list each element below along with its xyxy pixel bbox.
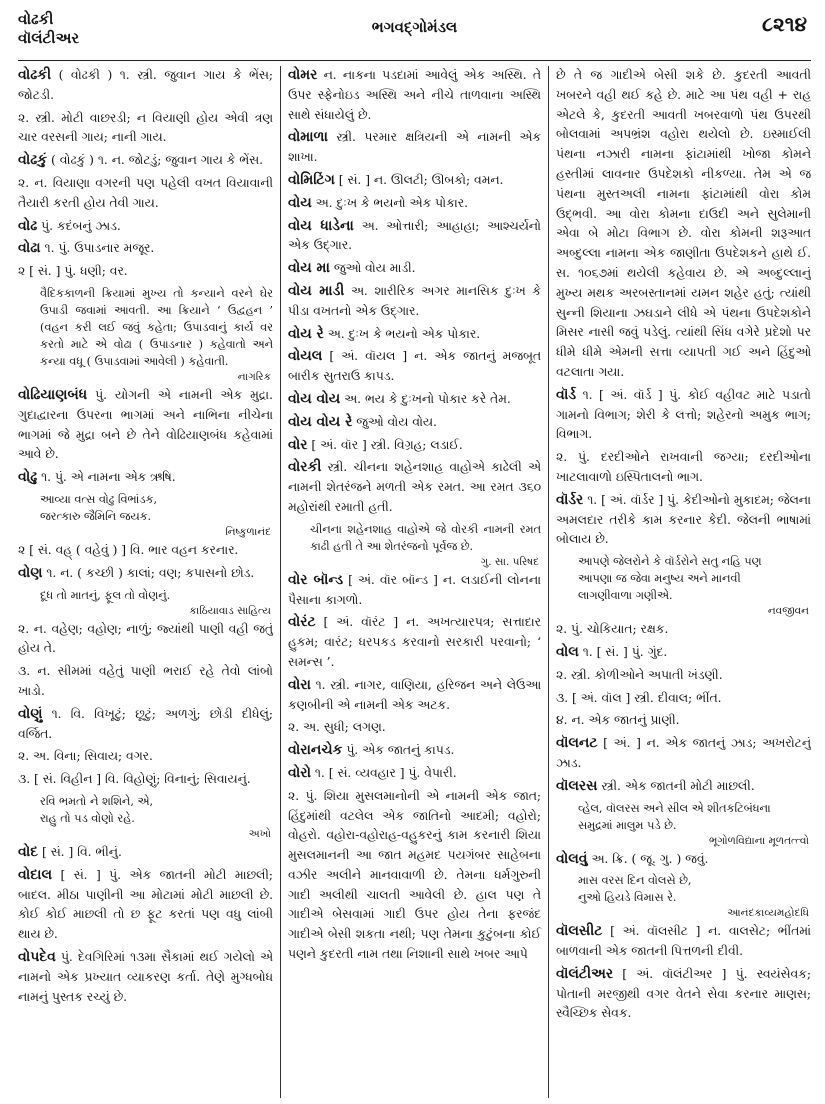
entry-sense: ૪. ન. એક જાતનું પ્રાણી. xyxy=(556,713,680,728)
entry-sense: ૨. ન. વહેણ; વહોણ; નાળું; જ્યાંથી પાણી વહી જતું હોય તે. xyxy=(18,621,273,656)
entry-definition: ૧. પું. ઉપાડનાર મજૂર. xyxy=(44,241,155,256)
entry-definition: સ્ત્રી. ચીનના શહેનશાહ વાહોએ કાઢેલી એ નામની શેતરંજને મળતી એક રમત. આ રમત ૩૬૦ મહોરાંથી રમાતી હતી. xyxy=(288,460,541,514)
dictionary-entry xyxy=(18,564,273,584)
entry-headword: વોઢિયાણબંધ xyxy=(18,386,88,403)
citation-line: વ્હેલ, વૉલરસ અને સીલ એ શીતકટિબંધના xyxy=(578,801,771,815)
entry-headword: વોઢુ xyxy=(18,469,38,486)
entry-definition: [ અં. વૉર બૉન્ડ ] ન. લડાઈની લોનના પૈસાના કાગળો. xyxy=(288,572,541,607)
entry-headword: વોય વોય રે xyxy=(288,413,353,430)
entry-headword: વોય રે xyxy=(288,325,324,342)
entry-definition: પું. એક જાતનું કાપડ. xyxy=(346,743,455,758)
citation-line: આપણા જ જેવા મનુષ્ય અને માનવી xyxy=(578,572,741,586)
entry-headword: વોપદેવ xyxy=(18,948,56,965)
entry-definition: સ્ત્રી. એક જાતની મોટી માછલી. xyxy=(601,778,755,793)
citation-quote xyxy=(556,553,811,619)
dictionary-entry xyxy=(18,866,273,945)
citation-line: માસ વરસ દિન વોલસે છે, xyxy=(578,874,692,888)
citation-line: આવ્યા વત્સ વોઢુ વિભાંડક, xyxy=(40,492,158,506)
entry-headword: વોય વોય xyxy=(288,390,341,407)
citation-line: વૈદિકકાળની ક્રિયામાં મુખ્ય તો કન્યાને વરને ઘેર ઉપાડી જવામાં આવતી. આ ક્રિયાને ‘ ઉદ્વહન ’ (વહન કરી લઈ જવું કહેતા; ઉપાડવાનું કાર્ય વર કરતો માટે એ વોઢા ( ઉપાડનાર ) કહેવાતો અને કન્યા વધૂ ( ઉપાડવામાં આવેલી ) કહેવાતી. xyxy=(40,286,273,368)
citation-source: આનંદકાવ્યમહોદધિ xyxy=(727,907,809,920)
entry-headword: વોરો xyxy=(288,764,311,781)
entry-headword: વોઢ xyxy=(18,217,38,234)
column-1 xyxy=(18,66,280,1098)
entry-sense: ૨. અ. સુધી; લગણ. xyxy=(288,720,386,735)
entry-definition: ( વોઢકી ) ૧. સ્ત્રી. જુવાન ગાય કે ભેંસ; જોટડી. xyxy=(18,68,273,102)
citation-quote xyxy=(18,491,273,540)
entry-definition: [ અં. વૉરંટ ] ન. અખત્યારપત્ર; સત્તાદાર હુકમ; વારંટ; ધરપકડ કરવાનો સરકારી પરવાનો; ‘ સમન્સ ’. xyxy=(288,615,541,669)
page-header xyxy=(18,8,811,64)
entry-headword: વૉલનટ xyxy=(556,735,598,752)
entry-definition: ૧. પું. એ નામના એક ઋષિ. xyxy=(41,470,176,485)
citation-quote xyxy=(18,793,273,842)
dictionary-entry xyxy=(288,325,541,345)
entry-headword: વોઢા xyxy=(18,240,41,257)
dictionary-entry xyxy=(556,850,811,870)
entry-headword: વોલવું xyxy=(556,850,588,867)
dictionary-entry xyxy=(288,259,541,279)
dictionary-entry xyxy=(18,66,273,106)
column-3 xyxy=(548,66,811,1098)
citation-source: ગુ. સા. પરિષદ xyxy=(480,555,539,568)
entry-headword: વોય માડી xyxy=(288,282,345,299)
dictionary-entry xyxy=(288,128,541,168)
entry-definition: જુઓ વોય વોય. xyxy=(356,414,437,429)
entry-definition: [ અં. વૉયલ ] ન. એક જાતનું મજબૂત બારીક સુતરાઉ કાપડ. xyxy=(288,349,541,384)
entry-definition: [ અં. વૉલંટીઅર ] પું. સ્વયંસેવક; પોતાની મરજીથી વગર વેતને સેવા કરનાર માણસ; સ્વૈચ્છિક સેવક. xyxy=(556,966,811,1021)
entry-headword: વોરા xyxy=(288,676,311,693)
entry-definition: ૧. વિ. વિખૂટું; છૂટું; અળગું; છોડી દીધેલું; વર્જિત. xyxy=(18,706,273,741)
entry-headword: વોણું xyxy=(18,705,43,722)
dictionary-entry xyxy=(556,734,811,774)
entry-sense: ૨. અ. વિના; સિવાય; વગર. xyxy=(18,749,153,764)
entry-sense: ૩. [ અં. વૉલ ] સ્ત્રી. દીવાલ; ભીંત. xyxy=(556,690,722,705)
dictionary-entry xyxy=(288,571,541,611)
entry-definition: સ્ત્રી. પરમાર ક્ષત્રિયની એ નામની એક શાખા. xyxy=(288,130,541,165)
entry-headword: વોદાલ xyxy=(18,866,53,883)
dictionary-entry xyxy=(288,171,541,191)
entry-definition: ન. નાકના પડદામાં આવેલું એક અસ્થિ. તે ઉપર સ્ફેનોઇડ અસ્થિ અને નીચે તાળવાના અસ્થિ સાથે સંધાયેલું છે. xyxy=(288,68,541,122)
entry-headword: વૉર્ડર xyxy=(556,491,584,508)
dictionary-entry xyxy=(288,413,541,433)
dictionary-entry xyxy=(18,843,273,863)
entry-definition: [ સં. ] પું. એક જાતની મોટી માછલી; બાદલ. મીઠા પાણીની આ મોટામાં મોટી માછલી છે. કોઈ કોઈ માછલી તો છ ફૂટ કરતાં પણ વધુ લાંબી થાય છે. xyxy=(18,867,273,942)
entry-headword: વોણ xyxy=(18,564,43,581)
entry-headword: વોયલ xyxy=(288,348,323,365)
entry-sense: ૩. [ સં. વિહીન ] વિ. વિહોણું; વિનાનું; સિવાયનું. xyxy=(18,772,251,787)
entry-headword: વોરકી xyxy=(288,459,322,476)
dictionary-entry xyxy=(556,777,811,797)
dictionary-entry xyxy=(288,741,541,761)
citation-line: રવિ ભમતો ને શશિને, એ, xyxy=(40,794,154,808)
dictionary-entry xyxy=(18,151,273,171)
entry-headword: વૉર્ડ xyxy=(556,386,577,403)
entry-sense: ૨. ન. વિયાણા વગરની પણ પહેલી વખત વિયાવાની તૈયારી કરતી હોય તેવી ગાય. xyxy=(18,175,273,210)
citation-source: નિષ્કુળાનંદ xyxy=(225,525,271,538)
entry-definition: ૧. સ્ત્રી. નાગર, વાણિયા, હરિજન અને લેઉઆ કણબીની એ નામની એક અટક. xyxy=(288,677,541,712)
entry-headword: વોય ધાડેના xyxy=(288,217,354,234)
dictionary-entry xyxy=(18,386,273,465)
dictionary-entry xyxy=(18,468,273,488)
citation-quote xyxy=(556,800,811,849)
citation-quote xyxy=(18,285,273,385)
entry-headword: વૉલસીટ xyxy=(556,923,603,940)
citation-line: સમુદ્રમાં માલુમ પડે છે. xyxy=(578,818,677,832)
dictionary-entry xyxy=(288,66,541,125)
entry-sense: ૨ [ સં. ] પું. ધણી; વર. xyxy=(18,264,128,279)
entry-definition: ( વોઢકું ) ૧. ન. જોટડું; જુવાન ગાય કે ભેંસ. xyxy=(51,153,263,168)
citation-line: રાહુ તો પડ વોણો રહે. xyxy=(40,811,135,825)
entry-definition: ૧. [ સં. ] પું. ગુંદ. xyxy=(582,644,668,659)
dictionary-entry xyxy=(288,613,541,672)
entry-definition: [ અં. ] ન. એક જાતનું ઝાડ; અખરોટનું ઝાડ. xyxy=(556,736,811,770)
dictionary-entry xyxy=(18,705,273,745)
entry-definition: અ. દુઃખ કે ભયનો એક પોકાર. xyxy=(327,326,481,341)
dictionary-entry xyxy=(288,217,541,257)
entry-headword: વોદ xyxy=(18,843,39,860)
entry-headword: વોઢકું xyxy=(18,152,48,169)
dictionary-entry xyxy=(556,965,811,1024)
citation-quote xyxy=(556,872,811,921)
citation-line: આપણે જેલરોને કે વૉર્ડરોને સતુ નહિ પણ xyxy=(578,555,762,569)
column-2 xyxy=(280,66,548,1098)
dictionary-entry xyxy=(556,643,811,663)
entry-headword: વોય xyxy=(288,194,312,211)
entry-definition: પું. કદંબનું ઝાડ. xyxy=(41,218,121,233)
entry-sense: ૨. સ્ત્રી. મોટી વાછરડી; ન વિયાણી હોય એવી ત્રણ ચાર વરસની ગાય; નાની ગાય. xyxy=(18,110,273,145)
dictionary-entry xyxy=(556,922,811,962)
entry-sense: ૨. પું. શિયા મુસલમાનોની એ નામની એક જાત; હિંદુમાંથી વટલેલ એક જાતિનો આદમી; વહોરો; વોહરો. વહોરા-વહોરાહ-વહુકરનું કામ કરનારી શિયા મુસલમાનની આ જાત મહમદ પયગંબર સાહેબના વઝીર અલીને માનવાવાળી છે. તેમના ધર્મગુરુની ગાદી અલીથી ચાલતી આવેલી છે. હાલ પણ તે ગાદીએ બેસવામાં ગાદી ઉપર હોય તેના ફરજંદ ગાદીએ બેસી શકતા નથી; પણ તેમના કુટુંબના કોઈ પણને કુદરતી નામ તથા નિશાની સાથે ખબર આપે xyxy=(288,788,541,962)
entry-headword: વોઢકી xyxy=(18,67,52,83)
entry-definition: ૧. [ સં. વ્યવહાર ] પું. વેપારી. xyxy=(314,765,457,780)
entry-headword: વોલ xyxy=(556,643,579,660)
entry-definition: ૧. ન. ( કચ્છી ) કાલાં; વણ; કપાસનો છોડ. xyxy=(46,565,255,580)
dictionary-entry xyxy=(288,282,541,322)
citation-source: અખો xyxy=(248,827,271,840)
entry-definition: અ. ભય કે દુઃખનો પોકાર કરે તેમ. xyxy=(344,391,511,406)
citation-line: નુઓ હિયડે વિમાસ રે. xyxy=(578,891,677,905)
entry-definition: ૧. [ અં. વૉર્ડર ] પું. કેદીઓનો મુકાદમ; જેલના અમલદાર તરીકે કામ કરનાર કેદી. જેલની ભાષામાં બોલાય છે. xyxy=(556,492,811,547)
entry-definition: [ અં. વૉર ] સ્ત્રી. વિગ્રહ; લડાઈ. xyxy=(311,437,463,452)
entry-headword: વોરંટ xyxy=(288,614,316,631)
dictionary-entry xyxy=(288,194,541,214)
page-number: ૮૨૧૪ xyxy=(762,12,807,36)
dictionary-entry xyxy=(288,347,541,387)
entry-sense: ૨. સ્ત્રી. કોળીઓને અપાતી ખંડણી. xyxy=(556,667,723,682)
header-rule xyxy=(18,60,811,61)
entry-headword: વોર બૉન્ડ xyxy=(288,571,344,588)
dictionary-entry xyxy=(18,239,273,259)
entry-definition: અ. શારીરિક અગર માનસિક દુઃખ કે પીડા વખતનો એક ઉદ્ગાર. xyxy=(288,283,541,318)
citation-line: ચીનના શહેનશાહ વાહોએ જે વોરકી નામની રમત કાઢી હતી તે આ શેતરંજનો પૂર્વજ છે. xyxy=(310,522,541,553)
running-title: ભગવદ્ગોમંડલ xyxy=(371,18,458,36)
entry-definition: ૧. [ અં. વૉર્ડ ] પું. કોઈ વહીવટ માટે પડાતો ગામનો વિભાગ; શેરી કે લત્તો; શહેરનો અમુક ભાગ; વિભાગ. xyxy=(556,387,811,442)
entry-headword: વોર xyxy=(288,436,308,453)
entry-definition: અ. ઓત્તારી; આહાહા; આશ્ચર્યનો એક ઉદ્ગાર. xyxy=(288,218,541,253)
citation-source: નાગરિક xyxy=(237,370,271,383)
dictionary-entry xyxy=(288,390,541,410)
entry-definition: પું. યોગની એ નામની એક મુદ્રા. ગુદાદ્વારના ઉપરના ભાગમાં અને નાભિના નીચેના ભાગમાં જે મુદ્રા બને છે તેને વોઢિયાણબંધ કહેવામાં આવે છે. xyxy=(18,387,273,462)
entry-definition: પું. દેવગિરિમાં ૧૩મા સૈકામાં થઈ ગયેલો એ નામનો એક પ્રખ્યાત વ્યાકરણ કર્તા. તેણે મુગ્ધબોધ નામનું પુસ્તક રચ્યું છે. xyxy=(18,949,273,1004)
dictionary-columns xyxy=(18,66,811,1098)
dictionary-entry xyxy=(288,764,541,784)
citation-line: લાગણીવાળા ગણીએ. xyxy=(578,589,673,603)
dictionary-entry xyxy=(288,676,541,716)
citation-source: ભૂગોળવિદ્યાના મૂળતત્ત્વો xyxy=(708,834,809,847)
entry-definition: [ અં. વૉલસીટ ] ન. વાલસેટ; ભીંતમાં બાળવાની એક જાતની પિત્તળની દીવી. xyxy=(556,924,811,959)
entry-headword: વોરાનચેક xyxy=(288,742,343,759)
entry-headword: વૉલરસ xyxy=(556,777,598,794)
entry-definition: અ. દુઃખ કે ભયનો એક પોકાર. xyxy=(315,195,469,210)
citation-line: દૂધ તો માતનું, ફૂલ તો વોણનું. xyxy=(40,588,171,602)
citation-line: જરત્કારુ જૈમિનિ જયક. xyxy=(40,509,152,523)
entry-headword: વોમિટિંગ xyxy=(288,171,335,188)
entry-definition: અ. ક્રિ. ( જૂ. ગુ. ) જવું. xyxy=(591,851,709,866)
entry-sense: ૨. પું. દરદીઓને રાખવાની જગ્યા; દરદીઓના ખાટલાવાળો ઇસ્પિતાલનો ભાગ. xyxy=(556,450,811,484)
entry-headword: વોમર xyxy=(288,67,318,83)
entry-headword: વૉલંટીઅર xyxy=(556,965,614,982)
citation-source: કાઠિયાવાડ સાહિત્ય xyxy=(189,604,271,617)
entry-sense: છે તે જ ગાદીએ બેસી શકે છે. કુદરતી આવતી ખબરને વહી થઈ કહે છે. માટે આ પંથ વહી + રાહ એટલે કે, કુદરતી આવતી ખબરવાળો પંથ ઉપરથી બોલવામાં અપભ્રંશ વહોરા થયેલો છે. ઇસ્માઈલી પંથના નઝારી નામના ફાંટામાંથી ખોજા કોમને હસ્તીમાં લાવનાર ઉપદેશકો નીકળ્યા. તેમ એ જ પંથના મુસ્તઅલી નામના ફાંટામાંથી વોરા કોમ ઉદ્ભવી. આ વોરા કોમના દાઉદી અને સુલેમાની એવા બે મોટા વિભાગ છે. વોરા કોમની શરૂઆત અબ્દુલ્લા નામના એક જાણીતા ઉપદેશકને હાથે ઈ. સ. ૧૦૬૭માં થયેલી કહેવાય છે. એ અબ્દુલ્લાનું મુખ્ય મથક અરબસ્તાનમાં યમન શહેર હતું; ત્યાંથી સુન્ની શિયાના ઝઘડાને લીધે એ પંથના ઉપદેશકોને મિસર નાસી જવું પડેલું. ત્યાંથી સિંધ વગેરે પ્રદેશો પર ધીમે ધીમે એમની સત્તા વ્યાપતી ગઈ અને હિંદુઓ વટલાતા ગયા. xyxy=(556,68,811,379)
guide-word-last: વૉલંટીઅર xyxy=(18,29,80,47)
citation-quote xyxy=(288,521,541,570)
entry-definition: [ સં. ] વિ. ભીનું. xyxy=(41,844,122,859)
dictionary-entry xyxy=(556,386,811,445)
entry-headword: વોમાળા xyxy=(288,129,328,146)
entry-definition: [ સં. ] ન. ઊલટી; ઊબકો; વમન. xyxy=(338,172,504,187)
dictionary-entry xyxy=(18,217,273,237)
dictionary-entry xyxy=(556,491,811,550)
citation-quote xyxy=(18,587,273,619)
entry-definition: જુઓ વોય માડી. xyxy=(333,261,416,276)
dictionary-entry xyxy=(18,948,273,1007)
guide-word-first: વોઢકી xyxy=(18,10,54,28)
entry-headword: વોય મા xyxy=(288,260,330,277)
dictionary-entry xyxy=(288,436,541,456)
entry-sense: ૩. ન. સીમમાં વહેતું પાણી ભરાઈ રહે તેવો લાંબો ખાડો. xyxy=(18,664,273,698)
citation-source: નવજીવન xyxy=(767,605,809,618)
dictionary-entry xyxy=(288,458,541,517)
entry-sense: ૨. પું. ચોકિયાત; રક્ષક. xyxy=(556,622,669,637)
entry-sense: ૨ [ સં. વહ્ ( વહેવું ) ] વિ. ભાર વહન કરનાર. xyxy=(18,542,239,557)
